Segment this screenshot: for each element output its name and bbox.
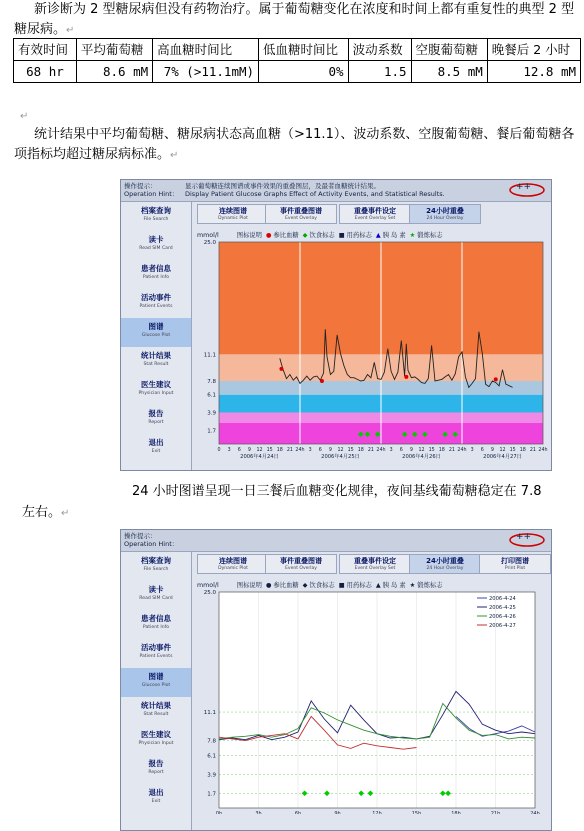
sidebar-item-sublabel: Report: [148, 770, 164, 775]
sidebar-item-label: 医生建议: [141, 380, 171, 389]
plot-tab[interactable]: [409, 204, 481, 224]
sidebar-item-label: 读卡: [148, 585, 164, 594]
plot-tab[interactable]: [265, 204, 337, 224]
sidebar-item-label: 图谱: [148, 322, 164, 331]
table-cell: 8.6 mM: [76, 61, 152, 83]
sidebar-item-label: 报告: [148, 759, 164, 768]
hint-label-en: Operation Hint：: [124, 540, 179, 548]
sidebar-item-label: 患者信息: [141, 264, 171, 273]
day-label: 2006年4月27日: [483, 454, 522, 460]
sidebar-item-label: 医生建议: [141, 730, 171, 739]
x-tick-label: 6h: [294, 811, 302, 814]
sidebar-item-sublabel: Read SIM Card: [139, 596, 173, 601]
sidebar-item[interactable]: [121, 581, 191, 610]
sidebar-item-sublabel: Stat Result: [143, 712, 169, 717]
x-tick-label: 6: [480, 448, 484, 453]
glucose-continuous-chart: [193, 234, 549, 470]
para-mark: ↵: [20, 111, 29, 122]
sidebar-item[interactable]: [121, 289, 191, 318]
svg-text:++: ++: [516, 532, 532, 542]
operation-hint-bar: [121, 180, 551, 202]
y-tick-label: 11.1: [203, 710, 216, 717]
plot-tab-sublabel: Dynamic Plot: [218, 216, 248, 221]
stats-table: [13, 38, 581, 83]
x-tick-label: 3: [470, 448, 474, 453]
x-tick-label: 6: [237, 448, 241, 453]
y-tick-label: 7.8: [207, 378, 216, 385]
x-tick-label: 12: [499, 448, 506, 453]
legend-entry: 2006-4-27: [489, 623, 516, 629]
x-tick-label: 9h: [334, 811, 341, 814]
table-header: 波动系数: [348, 39, 411, 61]
sidebar-item-label: 统计结果: [141, 701, 171, 710]
x-tick-label: 24h: [530, 811, 540, 814]
table-cell: 0%: [259, 61, 349, 83]
plot-tab-sublabel: 24 Hour Overlay: [426, 566, 464, 571]
sidebar-item[interactable]: [121, 202, 191, 231]
hint-label: 操作提示：: [124, 182, 157, 190]
sidebar-item[interactable]: [121, 668, 191, 697]
plot-tab-label: 24小时重叠: [426, 207, 464, 215]
plot-tab[interactable]: [339, 204, 411, 224]
x-tick-label: 24h: [376, 448, 386, 453]
sidebar-item[interactable]: [121, 697, 191, 726]
x-tick-label: 9: [409, 448, 413, 453]
x-tick-label: 15: [347, 448, 354, 453]
day-label: 2006年4月24日: [240, 454, 279, 460]
plot-tab-label: 打印图谱: [501, 557, 529, 565]
y-tick-label: 7.8: [207, 738, 216, 745]
hint-label: 操作提示：: [124, 532, 157, 540]
software-screenshot-2: [120, 529, 552, 831]
plot-tabs: [195, 204, 549, 226]
x-tick-label: 3: [389, 448, 393, 453]
x-tick-label: 21: [367, 448, 374, 453]
x-tick-label: 3: [308, 448, 312, 453]
plot-tab[interactable]: [339, 554, 411, 574]
plot-tabs: [195, 554, 549, 576]
sidebar-item[interactable]: [121, 260, 191, 289]
sidebar-item-sublabel: Patient Info: [142, 275, 170, 280]
plot-tab-sublabel: Event Overlay Set: [354, 566, 396, 571]
sidebar-item-sublabel: Glucose Plot: [141, 683, 171, 688]
x-tick-label: 21: [529, 448, 536, 453]
sidebar-item-sublabel: Patient Info: [142, 625, 170, 630]
sidebar-item[interactable]: [121, 347, 191, 376]
sidebar-item-label: 活动事件: [141, 643, 171, 652]
table-value-row: [14, 61, 581, 83]
sidebar-item-sublabel: File Search: [143, 217, 169, 222]
plot-tab-label: 重叠事件设定: [354, 207, 396, 215]
sidebar-nav: [121, 202, 192, 470]
x-tick-label: 18: [276, 448, 283, 453]
x-tick-label: 15h: [411, 811, 422, 814]
x-tick-label: 3h: [255, 811, 262, 814]
sidebar-item-label: 读卡: [148, 235, 164, 244]
sidebar-item[interactable]: [121, 434, 191, 463]
y-tick-label: 25.0: [203, 240, 216, 246]
sidebar-item-sublabel: Exit: [151, 799, 161, 804]
sidebar-item-sublabel: Glucose Plot: [141, 333, 171, 338]
legend-entry: 2006-4-25: [489, 605, 516, 611]
x-tick-label: 24h: [457, 448, 467, 453]
plot-legend: mmol/l 图标说明 ● 参比血糖 ◆ 饮食标志 ■ 用药标志 ▲ 胰 岛 素 ★ 锻炼标志: [197, 582, 443, 589]
sidebar-item-label: 退出: [148, 438, 164, 447]
sidebar-item-label: 患者信息: [141, 614, 171, 623]
x-tick-label: 18: [519, 448, 526, 453]
x-tick-label: 12h: [372, 811, 382, 814]
sidebar-item-sublabel: Read SIM Card: [139, 246, 173, 251]
sidebar-item-label: 图谱: [148, 672, 164, 681]
sidebar-item-sublabel: Patient Events: [139, 654, 173, 659]
plot-tab-sublabel: Dynamic Plot: [218, 566, 248, 571]
plot-tab-label: 事件重叠图谱: [280, 207, 322, 215]
x-tick-label: 12: [337, 448, 344, 453]
sidebar-item[interactable]: [121, 755, 191, 784]
table-header: 平均葡萄糖: [76, 39, 152, 61]
x-tick-label: 3: [227, 448, 231, 453]
x-tick-label: 21: [448, 448, 455, 453]
x-tick-label: 24h: [538, 448, 548, 453]
operation-hint-bar: [121, 530, 551, 552]
y-tick-label: 6.1: [207, 753, 216, 760]
sidebar-item-label: 活动事件: [141, 293, 171, 302]
svg-text:++: ++: [516, 182, 532, 192]
y-tick-label: 3.9: [207, 410, 216, 417]
plot-tab-sublabel: 24 Hour Overlay: [426, 216, 464, 221]
plot-tab-label: 重叠事件设定: [354, 557, 396, 565]
sidebar-item[interactable]: [121, 231, 191, 260]
brand-logo-icon: [509, 531, 545, 547]
hint-text: 显示葡萄糖连续图谱或事件效果的重叠图层，及最者血糖统计结果。: [185, 182, 380, 190]
reference-glucose-point: [494, 377, 498, 381]
legend-entry: 2006-4-24: [489, 596, 516, 602]
x-tick-label: 0: [217, 448, 221, 453]
plot-tab-label: 事件重叠图谱: [280, 557, 322, 565]
hint-label-en: Operation Hint：: [124, 190, 179, 198]
plot-tab[interactable]: [265, 554, 337, 574]
sidebar-item[interactable]: [121, 726, 191, 755]
x-tick-label: 9: [247, 448, 251, 453]
plot-tab-sublabel: Event Overlay Set: [354, 216, 396, 221]
plot-tab[interactable]: [197, 204, 269, 224]
x-tick-label: 24h: [295, 448, 305, 453]
sidebar-item-sublabel: File Search: [143, 567, 169, 572]
sidebar-item-sublabel: Exit: [151, 449, 161, 454]
plot-legend: mmol/l 图标说明 ● 参比血糖 ◆ 饮食标志 ■ 用药标志 ▲ 胰 岛 素 ★ 锻炼标志: [197, 232, 443, 239]
sidebar-item-label: 档案查询: [141, 556, 171, 565]
y-tick-label: 6.1: [207, 392, 216, 399]
reference-glucose-point: [404, 375, 408, 379]
sidebar-item[interactable]: [121, 376, 191, 405]
table-cell: 68 hr: [14, 61, 77, 83]
x-tick-label: 6: [399, 448, 403, 453]
sidebar-item[interactable]: [121, 610, 191, 639]
sidebar-item-sublabel: Physician Input: [138, 391, 174, 396]
x-tick-label: 12: [418, 448, 425, 453]
x-tick-label: 18: [357, 448, 364, 453]
x-tick-label: 9: [328, 448, 332, 453]
reference-glucose-point: [320, 379, 324, 383]
y-tick-label: 3.9: [207, 772, 216, 779]
reference-glucose-point: [279, 367, 283, 371]
x-tick-label: 0h: [215, 811, 223, 814]
sidebar-item-sublabel: Patient Events: [139, 304, 173, 309]
sidebar-item-label: 统计结果: [141, 351, 171, 360]
sidebar-item[interactable]: [121, 784, 191, 813]
y-tick-label: 1.7: [207, 791, 216, 798]
plot-tab-sublabel: Event Overlay: [285, 216, 317, 221]
table-header: 晚餐后 2 小时: [487, 39, 580, 61]
plot-tab[interactable]: [479, 554, 551, 574]
x-tick-label: 6: [318, 448, 322, 453]
table-cell: 12.8 mM: [487, 61, 580, 83]
day-label: 2006年4月25日: [321, 454, 360, 460]
hint-text-en: Display Patient Glucose Graphs Effect of Activity Events, and Statistical Results.: [185, 190, 445, 198]
x-tick-label: 9: [490, 448, 494, 453]
plot-tab-label: 连续图谱: [219, 207, 247, 215]
brand-logo-icon: [509, 181, 545, 197]
x-tick-label: 18: [438, 448, 445, 453]
day-label: 2006年4月26日: [402, 454, 441, 460]
x-tick-label: 15: [509, 448, 516, 453]
legend-entry: 2006-4-26: [489, 614, 516, 620]
plot-tab-sublabel: Print Plot: [504, 566, 526, 571]
sidebar-item[interactable]: [121, 639, 191, 668]
x-tick-label: 12: [256, 448, 263, 453]
table-cell: 1.5: [348, 61, 411, 83]
caption-paragraph-end: 左右。↵: [22, 505, 70, 520]
table-header: 低血糖时间比: [259, 39, 349, 61]
x-tick-label: 15: [266, 448, 273, 453]
summary-paragraph: 统计结果中平均葡萄糖、糖尿病状态高血糖（>11.1）、波动系数、空腹葡萄糖、餐后葡萄糖各项指标均超过糖尿病标准。↵: [14, 127, 575, 162]
sidebar-item-label: 退出: [148, 788, 164, 797]
x-tick-label: 15: [428, 448, 435, 453]
table-header-row: [14, 39, 581, 61]
intro-paragraph: 新诊断为 2 型糖尿病但没有药物治疗。属于葡萄糖变化在浓度和时间上都有重复性的典型 2 型糖尿病。↵: [14, 2, 575, 37]
sidebar-nav: [121, 552, 192, 830]
plot-tab-label: 24小时重叠: [426, 557, 464, 565]
plot-tab[interactable]: [409, 554, 481, 574]
sidebar-item-sublabel: Stat Result: [143, 362, 169, 367]
sidebar-item-sublabel: Report: [148, 420, 164, 425]
y-tick-label: 25.0: [203, 590, 216, 596]
table-header: 空腹葡萄糖: [411, 39, 487, 61]
x-tick-label: 21h: [490, 811, 501, 814]
sidebar-item-label: 报告: [148, 409, 164, 418]
sidebar-item[interactable]: [121, 405, 191, 434]
table-cell: 7% (>11.1mM): [153, 61, 259, 83]
plot-tab-label: 连续图谱: [219, 557, 247, 565]
table-header: 有效时间: [14, 39, 77, 61]
sidebar-item[interactable]: [121, 318, 191, 347]
y-tick-label: 11.1: [203, 352, 216, 359]
table-cell: 8.5 mM: [411, 61, 487, 83]
plot-tab-sublabel: Event Overlay: [285, 566, 317, 571]
caption-paragraph: 24 小时图谱呈现一日三餐后血糖变化规律，夜间基线葡萄糖稳定在 7.8: [132, 484, 542, 499]
sidebar-item-sublabel: Physician Input: [138, 741, 174, 746]
plot-tab[interactable]: [197, 554, 269, 574]
glucose-24h-overlay-chart: [193, 588, 549, 814]
sidebar-item[interactable]: [121, 552, 191, 581]
x-tick-label: 21: [286, 448, 293, 453]
table-header: 高血糖时间比: [153, 39, 259, 61]
software-screenshot-1: [120, 179, 552, 471]
x-tick-label: 18h: [451, 811, 461, 814]
sidebar-item-label: 档案查询: [141, 206, 171, 215]
y-tick-label: 1.7: [207, 428, 216, 435]
